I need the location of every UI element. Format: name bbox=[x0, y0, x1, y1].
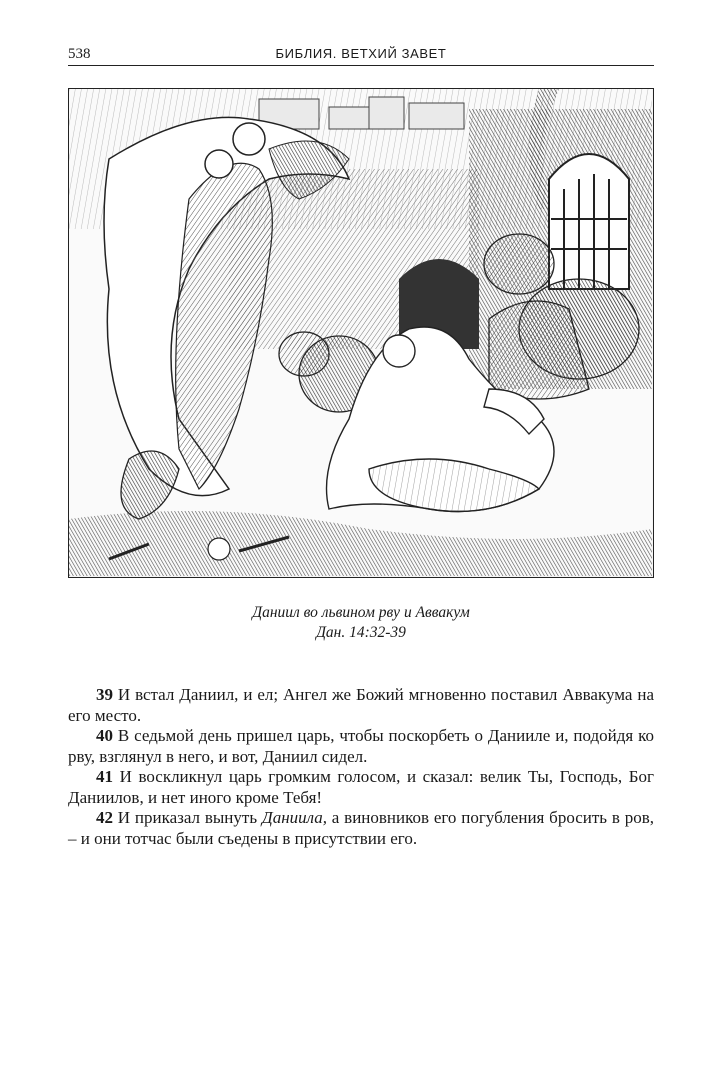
verse bbox=[68, 726, 654, 767]
barred-window-arch bbox=[549, 154, 629, 289]
lion-right-top bbox=[484, 234, 554, 294]
verse-text: а виновников его погубления бросить в ров, – и они тотчас были съедены в присутствии его. bbox=[68, 808, 654, 848]
verse-number: 42 bbox=[96, 808, 113, 827]
verse bbox=[68, 685, 654, 726]
angel-head bbox=[233, 123, 265, 155]
verse-number: 39 bbox=[96, 685, 113, 704]
engraving-illustration bbox=[68, 88, 654, 578]
figure-caption-title: Даниил во львином рву и Аввакум bbox=[252, 604, 470, 621]
verse-number: 40 bbox=[96, 726, 113, 745]
engraving-svg bbox=[69, 89, 652, 576]
figure-caption-reference: Дан. 14:32-39 bbox=[316, 624, 406, 641]
header-rule bbox=[68, 65, 654, 66]
page-number: 538 bbox=[68, 46, 91, 62]
page-header bbox=[68, 44, 654, 66]
skull bbox=[208, 538, 230, 560]
verse bbox=[68, 767, 654, 808]
verse-text: И воскликнул царь громким голосом, и сказал: велик Ты, Господь, Бог Даниилов, и нет иного кроме Тебя! bbox=[68, 767, 654, 807]
verse bbox=[68, 808, 654, 849]
verse-number: 41 bbox=[96, 767, 113, 786]
daniel-head bbox=[383, 335, 415, 367]
running-title: БИБЛИЯ. ВЕТХИЙ ЗАВЕТ bbox=[275, 46, 447, 61]
habakkuk-head bbox=[205, 150, 233, 178]
verse-text: И встал Даниил, и ел; Ангел же Божий мгновенно поставил Аввакума на его место. bbox=[68, 685, 654, 725]
verse-emphasis: Даниила, bbox=[261, 808, 327, 827]
verse-text: И приказал вынуть bbox=[113, 808, 262, 827]
verse-text: В седьмой день пришел царь, чтобы поскорбеть о Данииле и, подойдя ко рву, взглянул в него, и вот, Даниил сидел. bbox=[68, 726, 654, 766]
scripture-text bbox=[68, 685, 654, 849]
